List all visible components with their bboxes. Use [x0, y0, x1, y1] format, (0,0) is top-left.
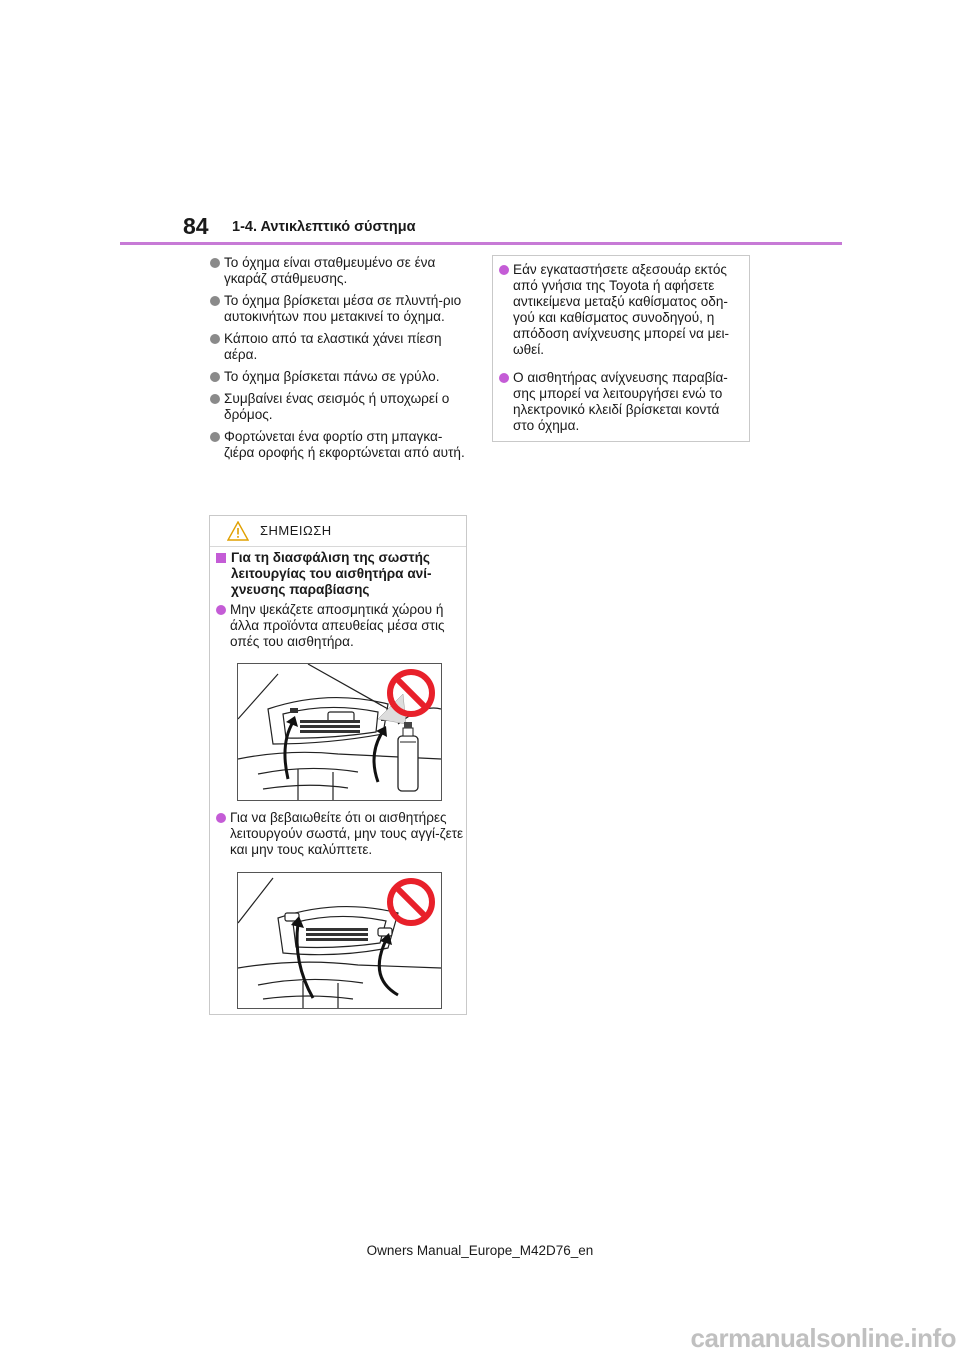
list-item	[210, 255, 472, 287]
bullet-dot-icon	[210, 296, 220, 306]
list-item	[216, 810, 476, 858]
illustration-spray	[237, 663, 442, 801]
note-label: ΣΗΜΕΙΩΣΗ	[260, 523, 332, 538]
list-item-text: Το όχημα βρίσκεται μέσα σε πλυντή-ριο αυτοκινήτων που μετακινεί το όχημα.	[224, 293, 462, 324]
note-box	[209, 515, 467, 1015]
list-item-text: Συμβαίνει ένας σεισμός ή υποχωρεί ο δρόμος.	[224, 391, 450, 422]
bullet-dot-icon	[499, 265, 509, 275]
list-item	[210, 391, 472, 423]
bullet-dot-icon	[210, 334, 220, 344]
bullet-dot-icon	[210, 372, 220, 382]
bullet-dot-icon	[499, 373, 509, 383]
list-item	[210, 429, 472, 461]
list-item	[216, 602, 476, 650]
info-box	[492, 255, 750, 442]
list-item-text: Για να βεβαιωθείτε ότι οι αισθητήρες λειτουργούν σωστά, μην τους αγγί-ζετε και μην τους καλύπτετε.	[230, 810, 464, 857]
prohibited-icon	[386, 877, 436, 927]
left-column	[210, 255, 472, 467]
note-header	[210, 516, 466, 547]
bullet-dot-icon	[210, 258, 220, 268]
illustration-touch	[237, 872, 442, 1009]
footer-text: Owners Manual_Europe_M42D76_en	[366, 1243, 594, 1258]
list-item	[210, 369, 472, 385]
bullet-dot-icon	[210, 394, 220, 404]
list-item	[499, 370, 741, 434]
warning-triangle-icon	[227, 521, 249, 541]
note-heading-text: Για τη διασφάλιση της σωστής λειτουργίας του αισθητήρα ανί-χνευσης παραβίασης	[231, 550, 432, 597]
header-rule	[120, 242, 842, 245]
square-bullet-icon	[216, 553, 226, 563]
list-item-text: Κάποιο από τα ελαστικά χάνει πίεση αέρα.	[224, 331, 442, 362]
list-item-text: Το όχημα βρίσκεται πάνω σε γρύλο.	[224, 369, 440, 384]
list-item	[210, 331, 472, 363]
list-item	[499, 262, 741, 358]
bullet-dot-icon	[216, 813, 226, 823]
note-heading	[216, 550, 477, 598]
bullet-dot-icon	[216, 605, 226, 615]
list-item-text: Εάν εγκαταστήσετε αξεσουάρ εκτός από γνήσια της Toyota ή αφήσετε αντικείμενα μεταξύ καθίσματος οδη-γού και καθίσματος συνοδηγού, η απόδοση ανίχνευσης μπορεί να μει-ωθεί.	[513, 262, 730, 357]
info-list	[499, 262, 741, 434]
list-item-text: Μην ψεκάζετε αποσμητικά χώρου ή άλλα προϊόντα απευθείας μέσα στις οπές του αισθητήρα.	[230, 602, 445, 649]
bullet-dot-icon	[210, 432, 220, 442]
page-number: 84	[183, 213, 209, 239]
watermark-text: carmanualsonline.info	[690, 1323, 956, 1353]
list-item-text: Ο αισθητήρας ανίχνευσης παραβία-σης μπορεί να λειτουργήσει ενώ το ηλεκτρονικό κλειδί βρίσκεται κοντά στο όχημα.	[513, 370, 728, 433]
section-title: 1-4. Αντικλεπτικό σύστημα	[232, 219, 416, 235]
list-item	[210, 293, 472, 325]
condition-list	[210, 255, 472, 461]
prohibited-icon	[386, 668, 436, 718]
list-item-text: Φορτώνεται ένα φορτίο στη μπαγκα-ζιέρα οροφής ή εκφορτώνεται από αυτή.	[224, 429, 465, 460]
list-item-text: Το όχημα είναι σταθμευμένο σε ένα γκαράζ στάθμευσης.	[224, 255, 436, 286]
